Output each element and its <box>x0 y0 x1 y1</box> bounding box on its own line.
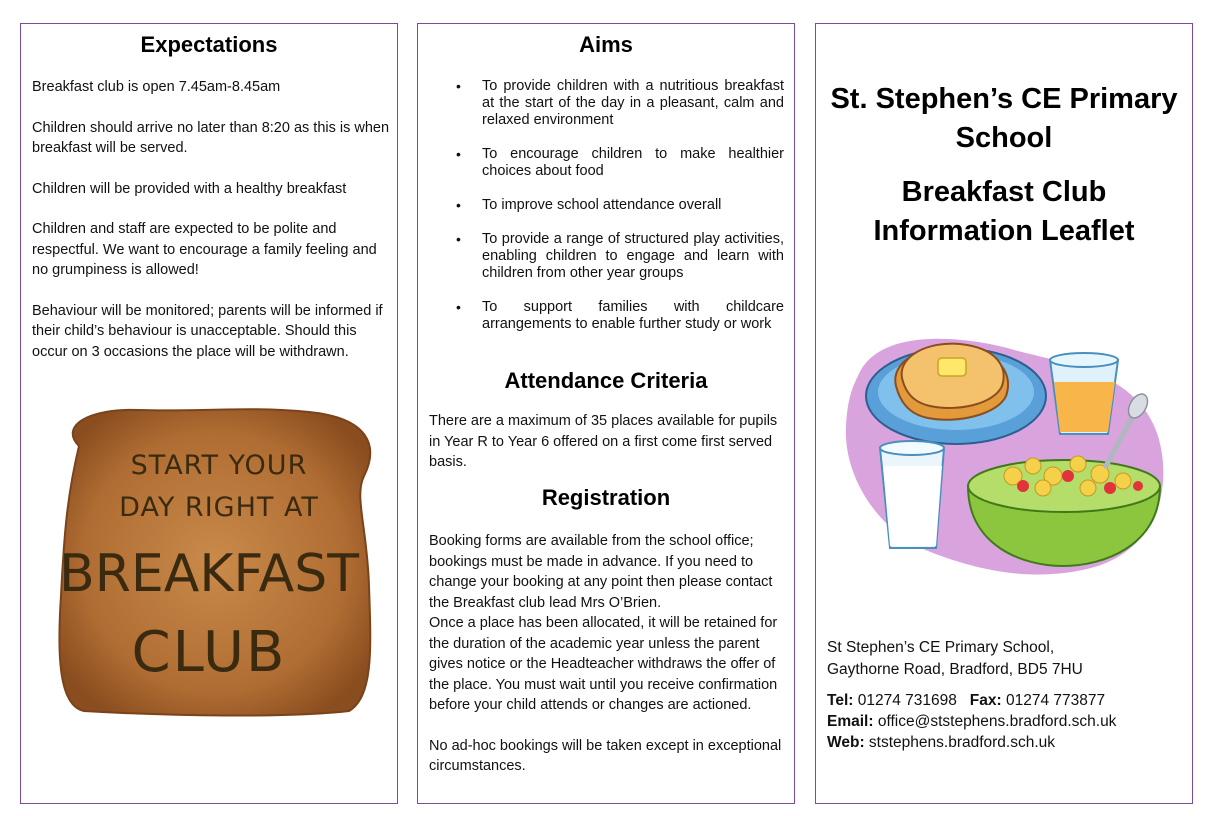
bullet-icon: • <box>456 78 461 94</box>
expectations-heading: Expectations <box>140 32 278 57</box>
expectations-panel <box>20 23 398 804</box>
aims-heading: Aims <box>579 32 633 57</box>
attendance-heading: Attendance Criteria <box>504 368 708 393</box>
web-line: Web: ststephens.bradford.sch.uk <box>827 734 1056 751</box>
toast-line-1: START YOUR <box>130 450 308 481</box>
school-address: St Stephen’s CE Primary School, Gaythorne Road, Bradford, BD5 7HU <box>827 639 1083 678</box>
toast-line-2: DAY RIGHT AT <box>119 492 319 523</box>
fax-number: 01274 773877 <box>1005 692 1106 709</box>
attendance-text: There are a maximum of 35 places available for pupils in Year R to Year 6 offered on a first come first served basis. <box>429 413 778 470</box>
bullet-icon: • <box>456 231 461 247</box>
leaflet-title: Breakfast Club Information Leaflet <box>873 176 1135 247</box>
breakfast-illustration <box>838 316 1170 578</box>
registration-booking-forms: Booking forms are available from the school office; bookings must be made in advance. If you need to change your booking at any point then please contact the Breakfast club lead Mrs O’Brien. <box>429 533 773 611</box>
cover-panel <box>815 23 1193 804</box>
web-address: ststephens.bradford.sch.uk <box>868 734 1056 751</box>
aims-list <box>456 78 784 350</box>
email-line: Email: office@ststephens.bradford.sch.uk <box>827 713 1117 730</box>
expectation-behaviour-politeness: Children and staff are expected to be polite and respectful. We want to encourage a family feeling and no grumpiness is allowed! <box>32 221 377 278</box>
registration-ad-hoc: No ad-hoc bookings will be taken except in exceptional circumstances. <box>429 737 782 774</box>
aims-panel <box>417 23 795 804</box>
contact-details <box>827 690 1187 753</box>
email-address: office@ststephens.bradford.sch.uk <box>877 713 1117 730</box>
expectation-healthy-breakfast: Children will be provided with a healthy breakfast <box>32 180 347 197</box>
aim-item: • To encourage children to make healthier choices about food <box>456 146 784 179</box>
expectation-arrival: Children should arrive no later than 8:20 as this is when breakfast will be served. <box>32 119 390 156</box>
aim-item: • To provide children with a nutritious breakfast at the start of the day in a pleasant, calm and relaxed environment <box>456 78 784 128</box>
toast-line-3: BREAKFAST <box>59 544 360 604</box>
expectation-behaviour-monitoring: Behaviour will be monitored; parents will be informed if their child’s behaviour is unacceptable. Should this occur on 3 occasions the place will be withdrawn. <box>32 302 383 360</box>
aim-item: • To support families with childcare arrangements to enable further study or work <box>456 299 784 332</box>
toast-image <box>49 406 382 718</box>
tel-number: 01274 731698 <box>857 692 957 709</box>
expectation-opening-hours: Breakfast club is open 7.45am-8.45am <box>32 79 281 95</box>
phone-line: Tel: 01274 731698 Fax: 01274 773877 <box>827 692 1106 709</box>
registration-place-allocation: Once a place has been allocated, it will be retained for the duration of the academic year unless the parent gives notice or the Headteacher withdraws the offer of the place. You must wait until you receive confirmation before your child attends or changes are actioned. <box>429 615 778 713</box>
toast-line-4: CLUB <box>131 620 287 685</box>
registration-text <box>429 531 787 777</box>
bullet-icon: • <box>456 299 461 315</box>
bullet-icon: • <box>456 197 461 213</box>
registration-heading: Registration <box>541 485 671 510</box>
bullet-icon: • <box>456 146 461 162</box>
aim-item: • To improve school attendance overall <box>456 197 722 213</box>
school-name: St. Stephen’s CE Primary School <box>830 83 1178 154</box>
expectations-list <box>32 77 390 382</box>
aim-item: • To provide a range of structured play activities, enabling children to engage and learn with children from other year groups <box>456 231 784 281</box>
